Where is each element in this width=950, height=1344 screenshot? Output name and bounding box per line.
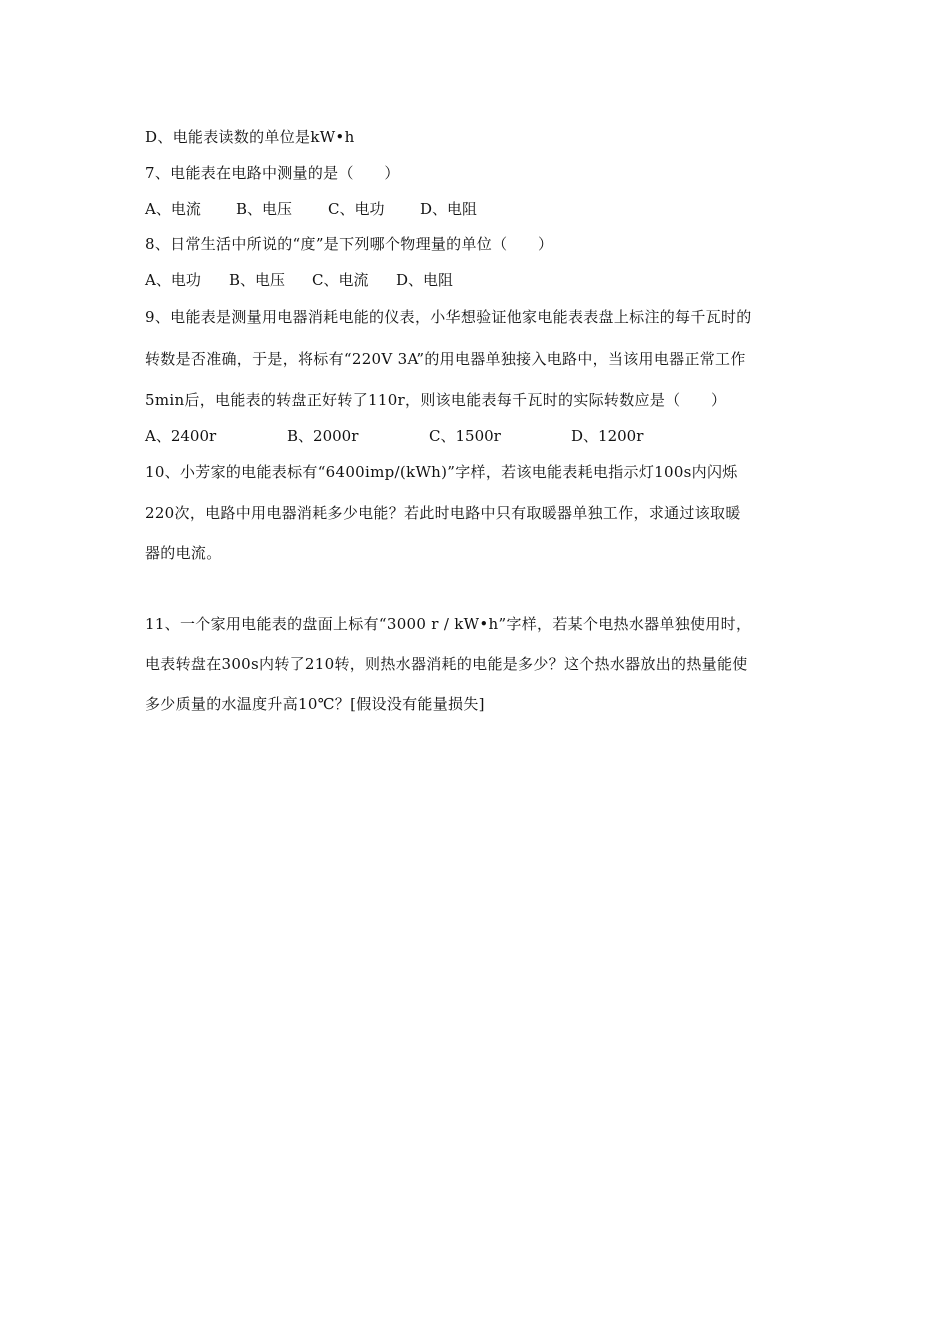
q9-line-1: 9、电能表是测量用电器消耗电能的仪表，小华想验证他家电能表表盘上标注的每千瓦时的 <box>145 308 752 326</box>
q9-options <box>145 426 665 446</box>
q10-line-2: 220次，电路中用电器消耗多少电能？若此时电路中只有取暖器单独工作，求通过该取暖 <box>145 504 741 522</box>
q10-line-3: 器的电流。 <box>145 544 222 562</box>
q8-option-a: A、电功 <box>145 271 201 289</box>
q11-line-1: 11、一个家用电能表的盘面上标有“3000 r / kW•h”字样，若某个电热水器单独使用时， <box>145 615 752 633</box>
q9-line-3: 5min后，电能表的转盘正好转了110r，则该电能表每千瓦时的实际转数应是（ ） <box>145 391 727 409</box>
q7-option-d: D、电阻 <box>420 200 478 218</box>
q7-option-a: A、电流 <box>145 200 201 218</box>
q8-options <box>145 270 545 290</box>
q8-stem: 8、日常生活中所说的“度”是下列哪个物理量的单位（ ） <box>145 235 554 253</box>
q11-line-2: 电表转盘在300s内转了210转，则热水器消耗的电能是多少？这个热水器放出的热量能使 <box>145 655 748 673</box>
q9-option-a: A、2400r <box>145 427 217 445</box>
q7-option-b: B、电压 <box>236 200 293 218</box>
q8-option-c: C、电流 <box>312 271 369 289</box>
q9-option-d: D、1200r <box>571 427 644 445</box>
q8-option-b: B、电压 <box>229 271 286 289</box>
q9-option-c: C、1500r <box>429 427 501 445</box>
q6-option-d: D、电能表读数的单位是kW•h <box>145 128 355 146</box>
q7-option-c: C、电功 <box>328 200 385 218</box>
q10-line-1: 10、小芳家的电能表标有“6400imp/(kWh)”字样，若该电能表耗电指示灯100s内闪烁 <box>145 463 738 481</box>
q7-options <box>145 199 545 219</box>
q7-stem: 7、电能表在电路中测量的是（ ） <box>145 164 400 182</box>
q11-line-3: 多少质量的水温度升高10℃？[假设没有能量损失] <box>145 695 485 713</box>
q8-option-d: D、电阻 <box>396 271 454 289</box>
q9-line-2: 转数是否准确，于是，将标有“220V 3A”的用电器单独接入电路中，当该用电器正常工作 <box>145 350 746 368</box>
q9-option-b: B、2000r <box>287 427 359 445</box>
